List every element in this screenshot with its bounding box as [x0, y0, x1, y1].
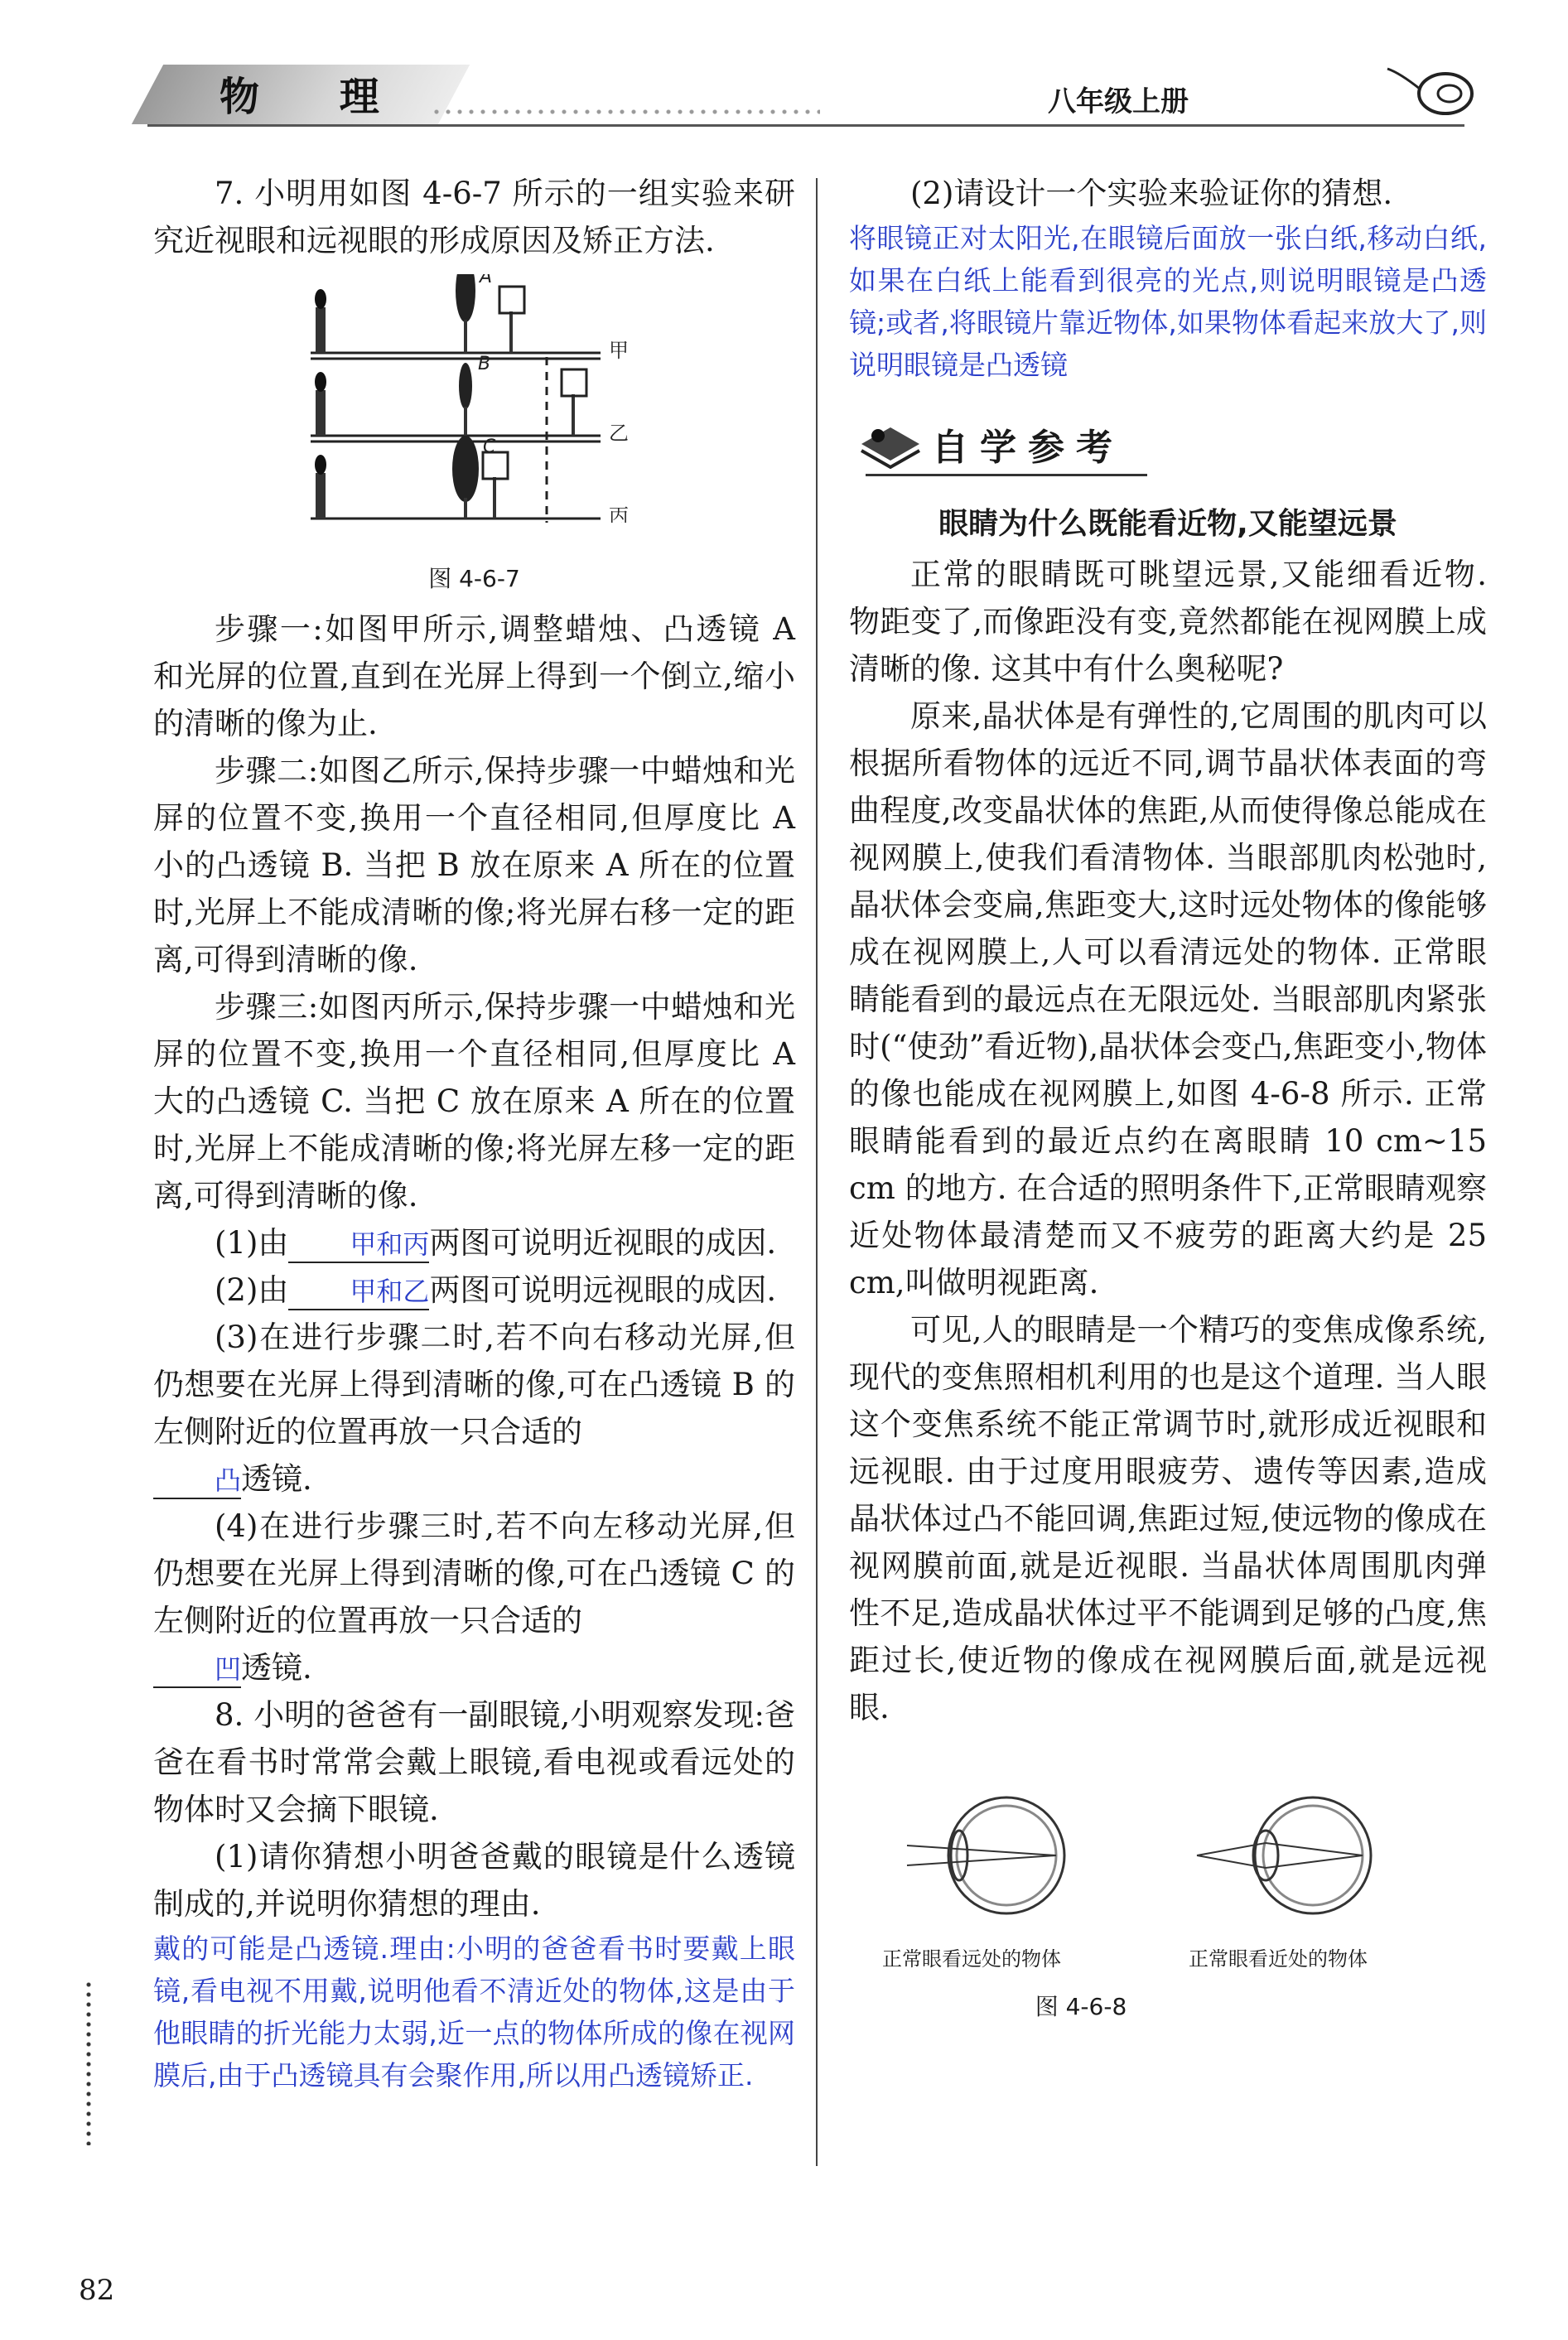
- column-divider: [816, 178, 818, 2166]
- question-8-part-2: (2)请设计一个实验来验证你的猜想.: [910, 176, 1393, 211]
- section-rule: [866, 474, 1147, 476]
- subject-title: 物 理: [220, 74, 413, 120]
- sub-question-4: (4)在进行步骤三时,若不向左移动光屏,但仍想要在光屏上得到清晰的像,可在凸透镜 C 的左侧附近的位置再放一只合适的 凹透镜.: [153, 1503, 795, 1691]
- left-column: [153, 170, 795, 2096]
- row-label-jia: 甲: [609, 339, 629, 362]
- grade-label: 八年级上册: [1048, 85, 1189, 118]
- eye-caption-near: 正常眼看近处的物体: [1189, 1947, 1368, 1971]
- page-number: 82: [79, 2274, 115, 2307]
- step-3: 步骤三:如图丙所示,保持步骤一中蜡烛和光屏的位置不变,换用一个直径相同,但厚度比 A 大的凸透镜 C. 当把 C 放在原来 A 所在的位置时,光屏上不能成清晰的像;将光屏左移一定的距离,可得到清晰的像.: [153, 989, 795, 1213]
- figure-4-6-7: [153, 274, 795, 556]
- question-8: 8. 小明的爸爸有一副眼镜,小明观察发现:爸爸在看书时常常会戴上眼镜,看电视或看远处的物体时又会摘下眼镜.: [153, 1697, 795, 1827]
- sub-question-2: (2)由 甲和乙两图可说明远视眼的成因.: [153, 1266, 795, 1314]
- sub-question-1: (1)由 甲和丙两图可说明近视眼的成因.: [153, 1219, 795, 1266]
- lens-label-b: B: [478, 354, 491, 374]
- lens-label-c: C: [483, 437, 496, 457]
- answer-8-part-2: 将眼镜正对太阳光,在眼镜后面放一张白纸,移动白纸,如果在白纸上能看到很亮的光点,则说明眼镜是凸透镜;或者,将眼镜片靠近物体,如果物体看起来放大了,则说明眼镜是凸透镜: [849, 222, 1487, 381]
- row-label-bing: 丙: [609, 504, 629, 523]
- article-paragraph-3: 可见,人的眼睛是一个精巧的变焦成像系统,现代的变焦照相机利用的也是这个道理. 当人眼这个变焦系统不能正常调节时,就形成近视眼和远视眼. 由于过度用眼疲劳、遗传等因素,造成晶状体过凸不能回调,焦距过短,使远物的像成在视网膜前面,就是近视眼. 当晶状体周围肌肉弹性不足,造成晶状体过平不能调到足够的凸度,焦距过长,使近物的像成在视网膜后面,就是远视眼.: [849, 1312, 1487, 1725]
- row-label-yi: 乙: [609, 422, 629, 445]
- lens-experiment-diagram: [153, 274, 795, 523]
- eye-diagrams: [849, 1773, 1487, 1938]
- step-1: 步骤一:如图甲所示,调整蜡烛、凸透镜 A 和光屏的位置,直到在光屏上得到一个倒立,缩小的清晰的像为止.: [153, 611, 795, 741]
- step-2: 步骤二:如图乙所示,保持步骤一中蜡烛和光屏的位置不变,换用一个直径相同,但厚度比 A 小的凸透镜 B. 当把 B 放在原来 A 所在的位置时,光屏上不能成清晰的像;将光屏右移一定的距离,可得到清晰的像.: [153, 753, 795, 977]
- article-paragraph-2: 原来,晶状体是有弹性的,它周围的肌肉可以根据所看物体的远近不同,调节晶状体表面的弯曲程度,改变晶状体的焦距,从而使得像总能成在视网膜上,使我们看清物体. 当眼部肌肉松弛时,晶状体会变扁,焦距变大,这时远处物体的像能够成在视网膜上,人可以看清远处的物体. 正常眼睛能看到的最远点在无限远处. 当眼部肌肉紧张时(“使劲”看近物),晶状体会变凸,焦距变小,物体的像也能成在视网膜上,如图 4-6-8 所示. 正常眼睛能看到的最近点约在离眼睛 10 cm~15 cm 的地方. 在合适的照明条件下,正常眼睛观察近处物体最清楚而又不疲劳的距离大约是 25 cm,叫做明视距离.: [849, 698, 1487, 1300]
- self-study-banner: [849, 403, 1487, 494]
- answer-8-part-1: 戴的可能是凸透镜.理由:小明的爸爸看书时要戴上眼镜,看电视不用戴,说明他看不清近处的物体,这是由于他眼睛的折光能力太弱,近一点的物体所成的像在视网膜后,由于凸透镜具有会聚作用,所以用凸透镜矫正.: [153, 1932, 795, 2092]
- header-dots: [431, 106, 820, 118]
- question-7: 7. 小明用如图 4-6-7 所示的一组实验来研究近视眼和远视眼的形成原因及矫正方法.: [153, 176, 795, 258]
- eye-caption-far: 正常眼看远处的物体: [882, 1947, 1061, 1971]
- section-label: 自学参考: [932, 427, 1124, 469]
- mouse-logo-icon: [1383, 56, 1483, 123]
- right-column: [849, 170, 1487, 2046]
- answer-blank-4: 凹: [153, 1652, 241, 1688]
- question-8-part-1: (1)请你猜想小明爸爸戴的眼镜是什么透镜制成的,并说明你猜想的理由.: [153, 1839, 795, 1922]
- figure-4-6-8: [849, 1773, 1487, 2046]
- answer-blank-1: 甲和丙: [288, 1227, 429, 1263]
- figure-caption: 图 4-6-7: [428, 565, 520, 592]
- side-dots: [85, 1980, 92, 2145]
- article-paragraph-1: 正常的眼睛既可眺望远景,又能细看近物. 物距变了,而像距没有变,竟然都能在视网膜上成清晰的像. 这其中有什么奥秘呢?: [849, 557, 1487, 687]
- lens-label-a: A: [480, 274, 493, 287]
- book-icon: [853, 411, 928, 477]
- article-title: 眼睛为什么既能看近物,又能望远景: [938, 507, 1397, 541]
- sub-question-3: (3)在进行步骤二时,若不向右移动光屏,但仍想要在光屏上得到清晰的像,可在凸透镜 B 的左侧附近的位置再放一只合适的 凸透镜.: [153, 1314, 795, 1503]
- header-rule: [147, 124, 1464, 127]
- answer-blank-2: 甲和乙: [288, 1274, 429, 1310]
- figure-caption-2: 图 4-6-8: [1035, 1993, 1127, 2020]
- answer-blank-3: 凸: [153, 1463, 241, 1499]
